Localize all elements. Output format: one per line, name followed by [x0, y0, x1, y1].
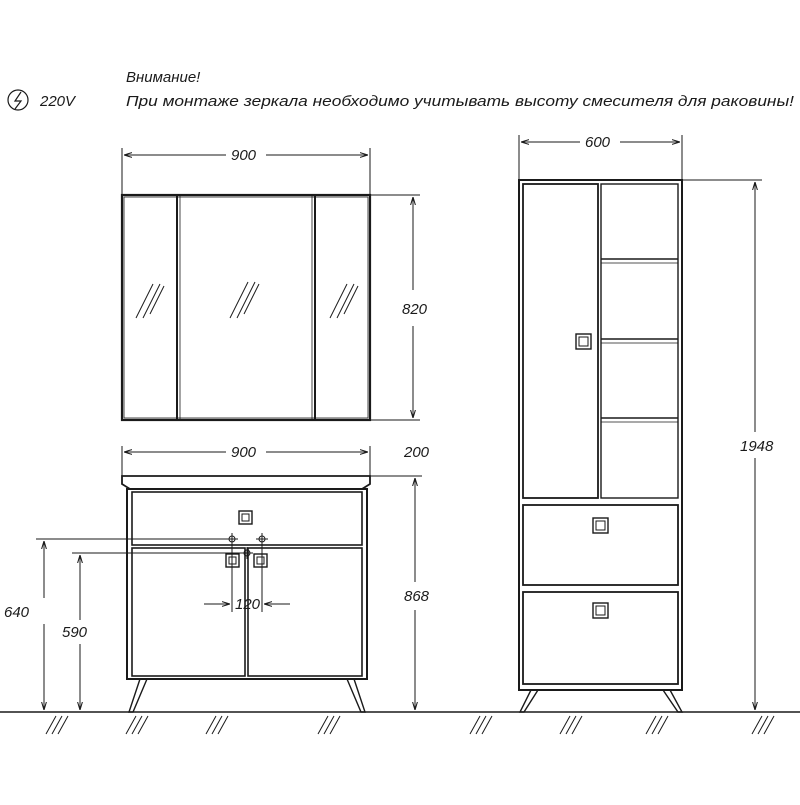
dim-cabinet-width-label: 600: [585, 134, 611, 151]
handle-icon: [593, 603, 608, 618]
dim-cabinet-height-label: 1948: [740, 438, 774, 455]
dim-inlet-height-2: [72, 553, 241, 710]
lightning-icon: [8, 90, 28, 110]
mirror-cabinet: [122, 195, 370, 420]
handle-icon: [239, 511, 252, 524]
mirror-glass-hatch: [136, 282, 358, 318]
handle-icon: [576, 334, 591, 349]
voltage-label: 220V: [40, 93, 76, 110]
dim-inlet-height-2-label: 590: [62, 624, 88, 641]
handle-icon: [254, 554, 267, 567]
dim-mirror-height-label: 820: [402, 301, 428, 318]
notice-title: Внимание!: [126, 69, 201, 86]
dim-vanity-width-label: 900: [231, 444, 257, 461]
dim-vanity-depth-label: 200: [404, 444, 430, 461]
floor-line: [0, 712, 800, 734]
handle-icon: [593, 518, 608, 533]
notice-text: При монтаже зеркала необходимо учитывать высоту смесителя для раковины!: [126, 93, 795, 110]
notice-block: [8, 69, 795, 110]
dim-vanity-height-label: 868: [404, 588, 430, 605]
dim-inlet-height-1-label: 640: [4, 604, 30, 621]
dim-mirror-width-label: 900: [231, 147, 257, 164]
tall-cabinet: [519, 180, 682, 712]
dim-inlet-spacing-label: 120: [235, 596, 261, 613]
